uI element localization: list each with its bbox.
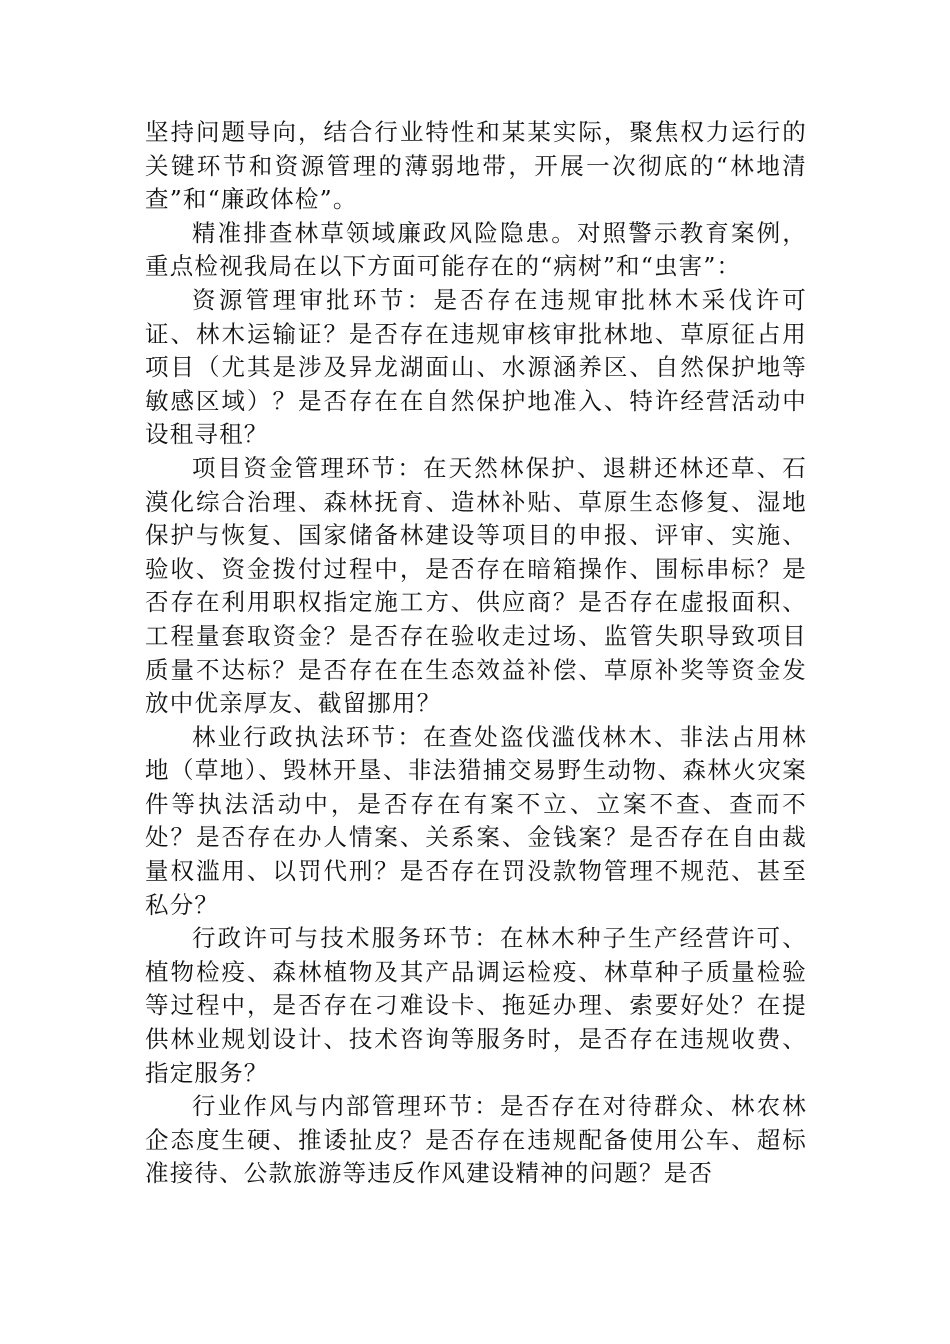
paragraph-project-funds: 项目资金管理环节：在天然林保护、退耕还林还草、石漠化综合治理、森林抚育、造林补贴、草原生态修复、湿地保护与恢复、国家储备林建设等项目的申报、评审、实施、验收、资金拨付过程中，是否存在暗箱操作、围标串标？是否存在利用职权指定施工方、供应商？是否存在虚报面积、工程量套取资金？是否存在验收走过场、监管失职导致项目质量不达标？是否存在在生态效益补偿、草原补奖等资金发放中优亲厚友、截留挪用？: [145, 453, 807, 718]
paragraph-intro: 坚持问题导向，结合行业特性和某某实际，聚焦权力运行的关键环节和资源管理的薄弱地带，开展一次彻底的“林地清查”和“廉政体检”。: [145, 118, 807, 214]
paragraph-work-style: 行业作风与内部管理环节：是否存在对待群众、林农林企态度生硬、推诿扯皮？是否存在违规配备使用公车、超标准接待、公款旅游等违反作风建设精神的问题？是否: [145, 1092, 807, 1188]
document-body: [145, 116, 807, 1191]
paragraph-resource-approval: 资源管理审批环节：是否存在违规审批林木采伐许可证、林木运输证？是否存在违规审核审批林地、草原征占用项目（尤其是涉及异龙湖面山、水源涵养区、自然保护地等敏感区域）？是否存在在自然保护地准入、特许经营活动中设租寻租？: [145, 285, 807, 449]
paragraph-risk-investigation: 精准排查林草领域廉政风险隐患。对照警示教育案例，重点检视我局在以下方面可能存在的“病树”和“虫害”：: [145, 218, 807, 281]
paragraph-licensing-services: 行政许可与技术服务环节：在林木种子生产经营许可、植物检疫、森林植物及其产品调运检疫、林草种子质量检验等过程中，是否存在刁难设卡、拖延办理、索要好处？在提供林业规划设计、技术咨询等服务时，是否存在违规收费、指定服务？: [145, 924, 807, 1087]
paragraph-law-enforcement: 林业行政执法环节：在查处盗伐滥伐林木、非法占用林地（草地）、毁林开垦、非法猎捕交易野生动物、森林火灾案件等执法活动中，是否存在有案不立、立案不查、查而不处？是否存在办人情案、关系案、金钱案？是否存在自由裁量权滥用、以罚代刑？是否存在罚没款物管理不规范、甚至私分？: [145, 722, 807, 919]
